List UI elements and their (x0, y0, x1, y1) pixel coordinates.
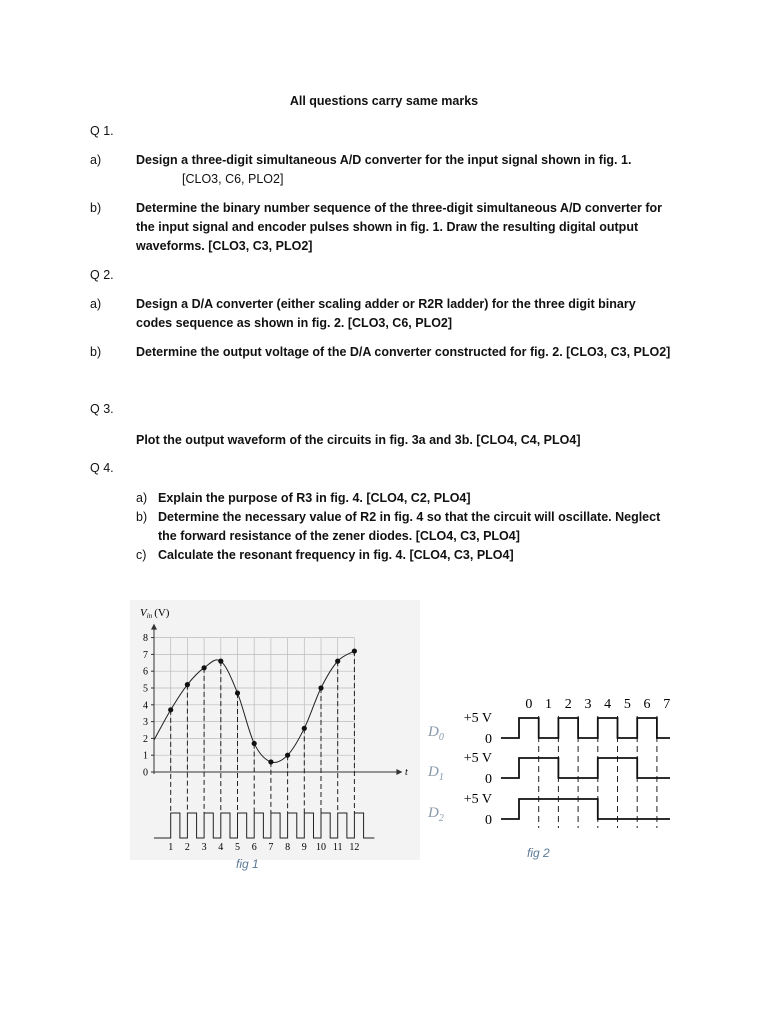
fig2-signal-name: $D_2$ (428, 805, 444, 824)
q4a-text: Explain the purpose of R3 in fig. 4. [CLO4, C2, PLO4] (158, 491, 471, 505)
q4c-text: Calculate the resonant frequency in fig. 4. [CLO4, C3, PLO4] (158, 548, 514, 562)
fig1-y-tick-label: 3 (143, 717, 148, 729)
fig1-x-tick-label: 2 (184, 842, 190, 853)
fig1-sample-point (285, 753, 290, 758)
q1a-marker: a) (90, 153, 102, 167)
fig2-column-label: 2 (564, 697, 572, 712)
fig1-sample-point (352, 648, 357, 653)
q2a-text: Design a D/A converter (either scaling adder or R2R ladder) for the three digit binary codes sequence as shown in fig. 2. [CLO3, C6, PLO2] (136, 297, 636, 330)
fig2-signal-waveform (501, 758, 670, 778)
fig1-sample-point (185, 682, 190, 687)
fig1-x-tick-label: 8 (285, 842, 291, 853)
q4-item-c (136, 546, 676, 565)
fig1-x-tick-label: 12 (349, 842, 360, 853)
fig2-column-label: 0 (525, 697, 533, 712)
fig2-caption: fig 2 (527, 846, 550, 860)
fig1-x-tick-label: 5 (235, 842, 240, 853)
fig2-level-high: +5 V (463, 711, 492, 726)
fig1-sample-point (235, 690, 240, 695)
fig1-sample-point (335, 659, 340, 664)
fig2-signal-waveform (501, 799, 670, 819)
question-3-label: Q 3. (90, 402, 114, 416)
q4-list (136, 489, 676, 565)
fig1-y-tick-label: 8 (143, 633, 148, 645)
q4b-marker: b) (136, 510, 148, 524)
q4c-marker: c) (136, 548, 147, 562)
fig1-sample-point (268, 759, 273, 764)
q1b-marker: b) (90, 201, 102, 215)
fig1-y-tick-label: 6 (143, 666, 148, 678)
fig1-y-tick-label: 5 (143, 683, 148, 695)
fig2-column-labels (525, 697, 670, 712)
fig1-sample-point (318, 685, 323, 690)
fig2-signal-name: $D_0$ (428, 724, 444, 743)
fig2-signals (427, 711, 670, 828)
fig1-y-tick-label: 2 (143, 733, 148, 745)
fig1-y-tick-label: 0 (143, 767, 148, 779)
question-2-label: Q 2. (90, 268, 114, 282)
q1a-text (136, 151, 676, 189)
q1a-line1: Design a three-digit simultaneous A/D converter for the input signal shown in fig. 1. (136, 153, 632, 167)
fig1-sample-point (218, 659, 223, 664)
fig2-signal-name: $D_1$ (428, 764, 444, 783)
fig2-column-label: 7 (663, 697, 670, 712)
q4b-text: Determine the necessary value of R2 in fig. 4 so that the circuit will oscillate. Neglect the forward resistance of the zener diodes. [CLO4, C3, PLO4] (158, 510, 661, 543)
fig1-y-tick-label: 1 (143, 750, 148, 762)
fig2-chart (420, 688, 670, 838)
fig1-chart (130, 600, 420, 860)
fig1-sample-point (252, 741, 257, 746)
fig2-column-label: 1 (545, 697, 553, 712)
fig1-ylabel: Vin (V) (140, 607, 170, 620)
fig1-x-tick-label: 6 (251, 842, 257, 853)
fig2-level-low: 0 (485, 772, 492, 787)
fig1-y-tick-label: 4 (143, 700, 148, 712)
fig1-x-tick-label: 4 (218, 842, 224, 853)
question-1-label: Q 1. (90, 124, 114, 138)
fig2-level-low: 0 (485, 813, 492, 828)
q2a-marker: a) (90, 297, 102, 311)
fig1-sample-point (302, 726, 307, 731)
fig1-x-tick-label: 7 (268, 842, 274, 853)
fig1-xlabel: t (405, 767, 408, 778)
fig1-x-tick-label: 9 (301, 842, 307, 853)
fig2-column-label: 4 (604, 697, 612, 712)
q2b-text: Determine the output voltage of the D/A converter constructed for fig. 2. [CLO3, C3, PLO2] (136, 345, 671, 359)
fig2-column-label: 6 (643, 697, 651, 712)
fig1-x-tick-label: 3 (201, 842, 207, 853)
fig2-signal-waveform (501, 718, 670, 738)
q4a-marker: a) (136, 491, 148, 505)
q2b-marker: b) (90, 345, 102, 359)
q3-text: Plot the output waveform of the circuits in fig. 3a and 3b. [CLO4, C4, PLO4] (136, 433, 581, 447)
q4-item-b (136, 508, 676, 546)
fig2-column-label: 3 (584, 697, 592, 712)
q4-item-a (136, 489, 676, 508)
q1b-text: Determine the binary number sequence of the three-digit simultaneous A/D converter for the input signal and encoder pulses shown in fig. 1. Draw the resulting digital output waveforms. [CLO3, C3, PLO2] (136, 201, 663, 253)
fig1-y-tick-label: 7 (143, 649, 148, 661)
page-title: All questions carry same marks (289, 94, 479, 108)
fig2-column-label: 5 (623, 697, 631, 712)
fig1-x-tick-label: 1 (168, 842, 174, 853)
fig2-level-low: 0 (485, 732, 492, 747)
question-4-label: Q 4. (90, 461, 114, 475)
fig1-x-tick-label: 10 (316, 842, 326, 853)
fig2-level-high: +5 V (463, 792, 492, 807)
q1a-line2: [CLO3, C6, PLO2] (182, 172, 284, 186)
fig1-caption: fig 1 (236, 857, 259, 871)
fig1-x-tick-label: 11 (332, 842, 343, 853)
fig1-sample-point (202, 665, 207, 670)
fig1-sample-point (168, 707, 173, 712)
fig2-level-high: +5 V (463, 751, 492, 766)
